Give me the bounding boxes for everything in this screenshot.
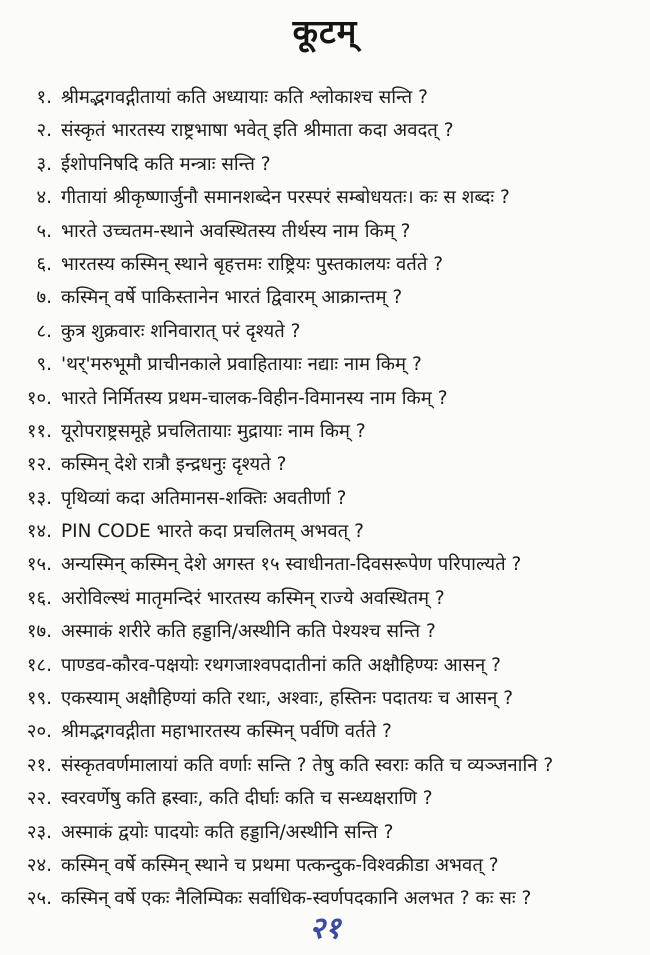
question-row bbox=[10, 415, 644, 448]
question-number: ११. bbox=[26, 420, 52, 442]
question-number: १७. bbox=[26, 621, 52, 643]
question-row bbox=[10, 715, 644, 748]
question-text: कस्मिन् देशे रात्रौ इन्द्रधनुः दृश्यते ? bbox=[61, 454, 287, 476]
question-row bbox=[10, 515, 644, 548]
question-number: ५. bbox=[36, 220, 52, 242]
question-number: १९. bbox=[26, 688, 52, 710]
question-row bbox=[10, 482, 644, 515]
question-number: ९. bbox=[36, 354, 52, 376]
question-number: २४. bbox=[26, 854, 52, 876]
question-row bbox=[10, 682, 644, 715]
question-number: १८. bbox=[26, 654, 52, 676]
question-text: कस्मिन् वर्षे पाकिस्तानेन भारतं द्विवारम् आक्रान्तम् ? bbox=[61, 287, 403, 309]
question-text: भारते उच्चतम-स्थाने अवस्थितस्य तीर्थस्य नाम किम् ? bbox=[61, 220, 411, 242]
question-text: श्रीमद्भगवद्गीता महाभारतस्य कस्मिन् पर्वणि वर्तते ? bbox=[61, 721, 392, 743]
question-row bbox=[10, 816, 644, 849]
question-number: २३. bbox=[26, 821, 52, 843]
question-text: कस्मिन् वर्षे एकः नैलिम्पिकः सर्वाधिक-स्वर्णपदकानि अलभत ? कः सः ? bbox=[61, 888, 532, 910]
question-number: २२. bbox=[26, 788, 52, 810]
question-row bbox=[10, 849, 644, 882]
question-number: १३. bbox=[26, 487, 52, 509]
question-row bbox=[10, 782, 644, 815]
page-number: २१ bbox=[309, 911, 341, 946]
question-text: अरोविल्स्थं मातृमन्दिरं भारतस्य कस्मिन् राज्ये अवस्थितम् ? bbox=[61, 587, 445, 609]
question-text: भारते निर्मितस्य प्रथम-चालक-विहीन-विमानस्य नाम किम् ? bbox=[61, 387, 448, 409]
question-text: एकस्याम् अक्षौहिण्यां कति रथाः, अश्वाः, हस्तिनः पदातयः च आसन् ? bbox=[61, 688, 514, 710]
question-number: १६. bbox=[26, 587, 52, 609]
question-text: स्वरवर्णेषु कति ह्रस्वाः, कति दीर्घाः कति च सन्ध्यक्षराणि ? bbox=[61, 788, 433, 810]
question-text: ईशोपनिषदि कति मन्त्राः सन्ति ? bbox=[61, 153, 271, 175]
question-number: ४. bbox=[36, 187, 52, 209]
question-row bbox=[10, 448, 644, 481]
question-number: ७. bbox=[36, 287, 52, 309]
question-text: यूरोपराष्ट्रसमूहे प्रचलितायाः मुद्रायाः नाम किम् ? bbox=[61, 420, 366, 442]
question-row bbox=[10, 582, 644, 615]
question-text: संस्कृतवर्णमालायां कति वर्णाः सन्ति ? तेषु कति स्वराः कति च व्यञ्जनानि ? bbox=[61, 754, 554, 776]
question-row bbox=[10, 215, 644, 248]
question-row bbox=[10, 649, 644, 682]
question-number: २. bbox=[36, 120, 52, 142]
question-number: १. bbox=[36, 87, 52, 108]
question-row bbox=[10, 81, 644, 114]
question-text: पृथिव्यां कदा अतिमानस-शक्तिः अवतीर्णा ? bbox=[61, 487, 347, 509]
question-text: अस्माकं शरीरे कति हड्डानि/अस्थीनि कति पेश्यश्च सन्ति ? bbox=[61, 621, 436, 643]
question-text: श्रीमद्भगवद्गीतायां कति अध्यायाः कति श्लोकाश्च सन्ति ? bbox=[61, 87, 428, 108]
question-text: अन्यस्मिन् कस्मिन् देशे अगस्त १५ स्वाधीनता-दिवसरूपेण परिपाल्यते ? bbox=[61, 554, 522, 576]
question-number: २०. bbox=[26, 721, 52, 743]
question-text: भारतस्य कस्मिन् स्थाने बृहत्तमः राष्ट्रियः पुस्तकालयः वर्तते ? bbox=[61, 253, 444, 275]
question-number: १२. bbox=[26, 454, 52, 476]
question-number: १५. bbox=[26, 554, 52, 576]
question-number: २१. bbox=[26, 754, 52, 776]
question-number: २५. bbox=[26, 888, 52, 910]
question-text: पाण्डव-कौरव-पक्षयोः रथगजाश्वपदातीनां कति अक्षौहिण्यः आसन् ? bbox=[61, 654, 502, 676]
question-row bbox=[10, 382, 644, 415]
question-row bbox=[10, 248, 644, 281]
question-text: अस्माकं द्वयोः पादयोः कति हड्डानि/अस्थीनि सन्ति ? bbox=[61, 821, 394, 843]
question-number: ३. bbox=[36, 153, 52, 175]
question-number: ८. bbox=[36, 320, 52, 342]
question-row bbox=[10, 114, 644, 147]
question-number: १४. bbox=[26, 521, 52, 543]
question-text: 'थर्'मरुभूमौ प्राचीनकाले प्रवाहितायाः नद्याः नाम किम् ? bbox=[61, 354, 422, 376]
question-row bbox=[10, 281, 644, 314]
question-number: १०. bbox=[26, 387, 52, 409]
question-text: कुत्र शुक्रवारः शनिवारात् परं दृश्यते ? bbox=[61, 320, 301, 342]
question-text: कस्मिन् वर्षे कस्मिन् स्थाने च प्रथमा पत्कन्दुक-विश्वक्रीडा अभवत् ? bbox=[61, 854, 499, 876]
question-row bbox=[10, 315, 644, 348]
question-text: गीतायां श्रीकृष्णार्जुनौ समानशब्देन परस्परं सम्बोधयतः। कः स शब्दः ? bbox=[61, 187, 510, 209]
question-row bbox=[10, 615, 644, 648]
page-title: कूटम् bbox=[292, 12, 358, 51]
question-row bbox=[10, 749, 644, 782]
question-text: संस्कृतं भारतस्य राष्ट्रभाषा भवेत् इति श्रीमाता कदा अवदत् ? bbox=[61, 120, 454, 142]
question-number: ६. bbox=[36, 253, 52, 275]
questions-list bbox=[0, 81, 650, 916]
question-row bbox=[10, 348, 644, 381]
question-row bbox=[10, 148, 644, 181]
question-row bbox=[10, 181, 644, 214]
question-text: PIN CODE भारते कदा प्रचलितम् अभवत् ? bbox=[61, 521, 364, 543]
question-row bbox=[10, 548, 644, 581]
